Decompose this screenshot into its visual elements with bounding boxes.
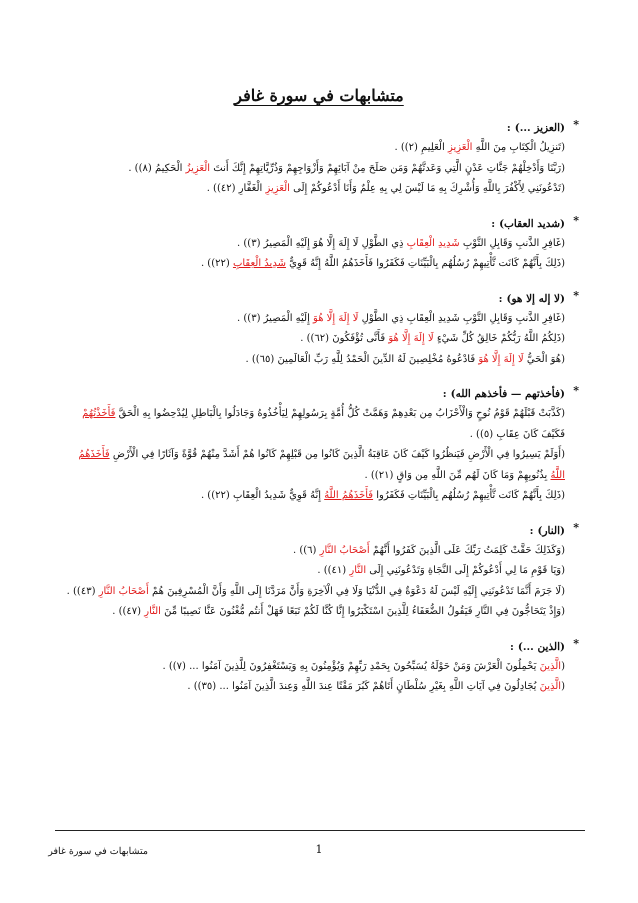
verse-text: يَحْمِلُونَ الْعَرْشَ وَمَنْ حَوْلَهُ يُسَبِّحُونَ بِحَمْدِ رَبِّهِمْ وَيُؤْمِنُونَ بِهِ وَيَسْتَغْفِرُونَ لِلَّذِينَ آمَنُوا ... (٧)) . [162,660,540,672]
page-title: متشابهات في سورة غافر [234,86,404,105]
section-heading [61,520,579,541]
verse-text: (وَيَا قَوْمِ مَا لِي أَدْعُوكُمْ إِلَى النَّجَاةِ وَتَدْعُونَنِي إِلَى [366,565,565,576]
verse-text: يُجَادِلُونَ فِي آيَاتِ اللَّهِ بِغَيْرِ سُلْطَانٍ أَتَاهُمْ كَبُرَ مَقْتًا عِندَ اللَّهِ وَعِندَ الَّذِينَ آمَنُوا ... (٣٥)) . [187,681,540,692]
section-heading-text: (العزيز ...) [514,122,565,134]
highlighted-phrase: فَأَخَذَهُمُ اللَّهُ [78,449,565,481]
highlighted-phrase: لَا إِلَهَ إِلَّا هُوَ [478,353,524,365]
verse-text: بِذُنُوبِهِمْ وَمَا كَانَ لَهُم مِّنَ اللَّهِ مِن وَاقٍ (٢١)) . [364,469,551,481]
verse-line [61,445,573,486]
verse-line [61,159,573,180]
highlighted-phrase: الْعَزِيزُ [185,162,211,174]
verse-text: (٦)) . [292,544,320,556]
asterisk-icon: * [573,118,579,131]
verse-text: (٤٧)) . [112,606,145,617]
section [61,636,579,698]
heading-colon: : [510,640,514,653]
verse-text: (رَبَّنَا وَأَدْخِلْهُمْ جَنَّاتِ عَدْنٍ الَّتِي وَعَدتَّهُمْ وَمَن صَلَحَ مِنْ آبَائِهِمْ وَأَزْوَاجِهِمْ وَذُرِّيَّاتِهِمْ إِنَّكَ أَنتَ [210,162,565,174]
verse-line [61,486,573,507]
heading-colon: : [442,388,447,400]
verse-text: فَكَيْفَ كَانَ عِقَابِ (٥)) . [469,428,565,440]
asterisk-icon: * [573,384,579,397]
verse-line [61,179,573,200]
verse-line [61,138,573,159]
verse-line [61,602,573,623]
section-heading [61,213,579,234]
highlighted-phrase: النَّارِ [144,606,161,617]
section-heading-text: (لا إله إلا هو) [506,292,565,305]
section [61,520,579,623]
footer-running-title: متشابهات في سورة غافر [48,846,148,857]
asterisk-icon: * [573,636,579,650]
heading-colon: : [491,217,496,230]
verse-text: (٤١)) . [317,565,350,576]
verse-line [61,329,573,350]
section-heading [61,384,579,404]
section [61,118,579,200]
section-heading-text: (شديد العقاب) [499,217,565,230]
verse-text: (غَافِرِ الذَّنبِ وَقَابِلِ التَّوْبِ شَدِيدِ الْعِقَابِ ذِي الطَّوْلِ [358,312,565,324]
highlighted-phrase: أَصْحَابُ النَّارِ [98,585,149,597]
heading-colon: : [498,292,503,305]
verse-text: (كَذَّبَتْ قَبْلَهُمْ قَوْمُ نُوحٍ وَالْأَحْزَابُ مِن بَعْدِهِمْ وَهَمَّتْ كُلُّ أُمَّةٍ بِرَسُولِهِمْ لِيَأْخُذُوهُ وَجَادَلُوا بِالْبَاطِلِ لِيُدْحِضُوا بِهِ الْحَقَّ [115,408,565,419]
verse-line [61,254,573,275]
highlighted-phrase: فَأَخَذْتُهُمْ [82,408,116,419]
heading-colon: : [529,524,534,537]
verse-line [61,404,573,445]
highlighted-phrase: شَدِيدُ الْعِقَابِ [232,258,286,269]
asterisk-icon: * [573,288,579,302]
verse-text: (تَنزِيلُ الْكِتَابِ مِنَ اللَّهِ [472,142,565,153]
verse-text: (أَوَلَمْ يَسِيرُوا فِي الْأَرْضِ فَيَنظُرُوا كَيْفَ كَانَ عَاقِبَةُ الَّذِينَ كَانُوا مِن قَبْلِهِمْ كَانُوا هُمْ أَشَدَّ مِنْهُمْ قُوَّةً وَآثَارًا فِي الْأَرْضِ [109,449,565,460]
verse-text: (٢٢)) . [200,258,233,269]
main-content [61,118,579,712]
section-heading [61,636,579,657]
verse-line [61,309,573,330]
verse-line [61,582,573,603]
footer-divider [55,830,585,831]
verse-text: الْعَلِيمِ (٢)) . [394,142,448,153]
verse-line [61,350,573,371]
verse-text: (وَكَذَلِكَ حَقَّتْ كَلِمَتُ رَبِّكَ عَلَى الَّذِينَ كَفَرُوا أَنَّهُمْ [369,544,565,556]
verse-text: فَادْعُوهُ مُخْلِصِينَ لَهُ الدِّينَ الْحَمْدُ لِلَّهِ رَبِّ الْعَالَمِينَ (٦٥)) . [245,353,479,365]
verse-text: (وَإِذْ يَتَحَاجُّونَ فِي النَّارِ فَيَقُولُ الضُّعَفَاءُ لِلَّذِينَ اسْتَكْبَرُوا إِنَّا كُنَّا لَكُمْ تَبَعًا فَهَلْ أَنتُم مُّغْنُونَ عَنَّا نَصِيبًا مِّنَ [160,606,565,617]
verse-text: إِنَّهُ قَوِيٌّ شَدِيدُ الْعِقَابِ (٢٢)) . [200,490,325,501]
highlighted-phrase: الَّذِينَ [539,681,562,692]
verse-text: ( [561,681,565,692]
section [61,213,579,275]
verse-text: ( [561,660,565,672]
highlighted-phrase: الَّذِينَ [539,660,562,672]
verse-line [61,541,573,562]
page-number: 1 [315,843,323,856]
section [61,384,579,507]
verse-text: (٤٣)) . [66,585,99,597]
heading-colon: : [506,122,511,134]
verse-line [61,234,573,255]
highlighted-phrase: أَصْحَابُ النَّارِ [319,544,370,556]
section-heading-text: (النار) [537,524,565,537]
verse-text: فَأَنَّى تُؤْفَكُونَ (٦٢)) . [300,333,389,344]
verse-text: الْحَكِيمُ (٨)) . [128,162,186,174]
section-heading [61,288,579,309]
verse-text: (تَدْعُونَنِي لِأَكْفُرَ بِاللَّهِ وَأُشْرِكَ بِهِ مَا لَيْسَ لِي بِهِ عِلْمٌ وَأَنَا أَدْعُوكُمْ إِلَى [289,183,565,194]
verse-text: (غَافِرِ الذَّنبِ وَقَابِلِ التَّوْبِ [459,237,565,249]
section-heading-text: (الذين ...) [517,640,565,653]
highlighted-phrase: لَا إِلَهَ إِلَّا هُوَ [388,333,434,344]
asterisk-icon: * [573,213,579,227]
verse-line [61,657,573,678]
section-heading-text: (فأخذتهم — فأخذهم الله) [450,388,565,400]
verse-text: (ذَلِكُمُ اللَّهُ رَبُّكُمْ خَالِقُ كُلِّ شَيْءٍ [433,333,565,344]
highlighted-phrase: لَا إِلَهَ إِلَّا هُوَ [313,312,359,324]
verse-text: (لَا جَرَمَ أَنَّمَا تَدْعُونَنِي إِلَيْهِ لَيْسَ لَهُ دَعْوَةٌ فِي الدُّنْيَا وَلَا فِي الْآخِرَةِ وَأَنَّ مَرَدَّنَا إِلَى اللَّهِ وَأَنَّ الْمُسْرِفِينَ هُمْ [148,585,565,597]
highlighted-phrase: فَأَخَذَهُمُ اللَّهُ [324,490,374,501]
verse-line [61,561,573,582]
section [61,288,579,371]
verse-text: (ذَلِكَ بِأَنَّهُمْ كَانَت تَّأْتِيهِمْ رُسُلُهُم بِالْبَيِّنَاتِ فَكَفَرُوا فَأَخَذَهُمُ اللَّهُ إِنَّهُ قَوِيٌّ [285,258,565,269]
verse-text: (هُوَ الْحَيُّ [523,353,565,365]
verse-line [61,677,573,698]
highlighted-phrase: النَّارِ [349,565,367,576]
verse-text: إِلَيْهِ الْمَصِيرُ (٣)) . [237,312,314,324]
highlighted-phrase: شَدِيدِ الْعِقَابِ [406,237,460,249]
asterisk-icon: * [573,520,579,534]
verse-text: ذِي الطَّوْلِ لَا إِلَهَ إِلَّا هُوَ إِلَيْهِ الْمَصِيرُ (٣)) . [237,237,407,249]
highlighted-phrase: الْعَزِيزِ [447,142,473,153]
verse-text: (ذَلِكَ بِأَنَّهُمْ كَانَت تَّأْتِيهِمْ رُسُلُهُم بِالْبَيِّنَاتِ فَكَفَرُوا [373,490,565,501]
section-heading [61,118,579,138]
verse-text: الْغَفَّارِ (٤٢)) . [206,183,266,194]
highlighted-phrase: الْعَزِيزِ [265,183,290,194]
